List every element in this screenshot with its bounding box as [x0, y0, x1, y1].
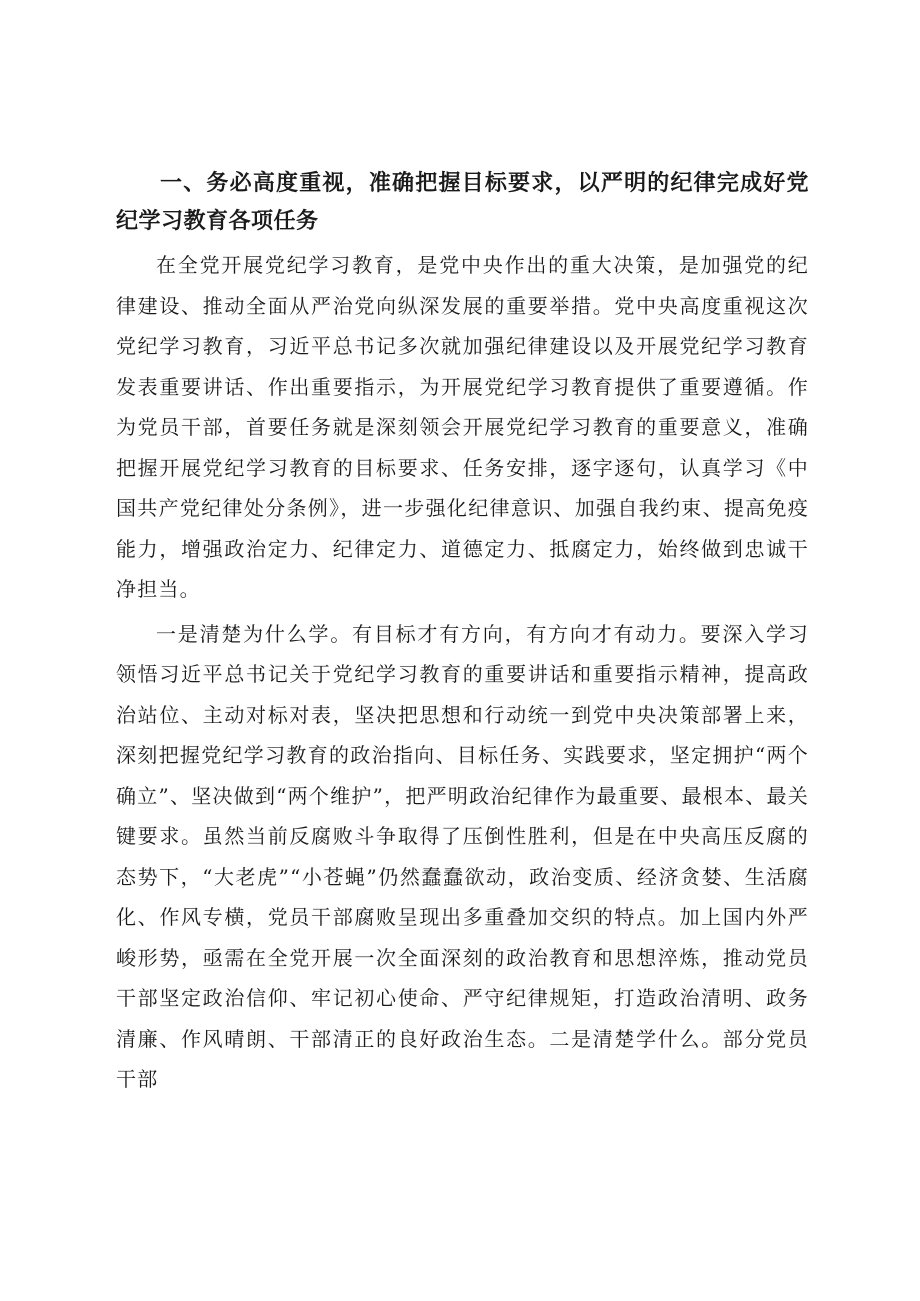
- body-paragraph-1: 在全党开展党纪学习教育，是党中央作出的重大决策，是加强党的纪律建设、推动全面从严治党向纵深发展的重要举措。党中央高度重视这次党纪学习教育，习近平总书记多次就加强纪律建设以及开展党纪学习教育发表重要讲话、作出重要指示，为开展党纪学习教育提供了重要遵循。作为党员干部，首要任务就是深刻领会开展党纪学习教育的重要意义，准确把握开展党纪学习教育的目标要求、任务安排，逐字逐句，认真学习《中国共产党纪律处分条例》，进一步强化纪律意识、加强自我约束、提高免疫能力，增强政治定力、纪律定力、道德定力、抵腐定力，始终做到忠诚干净担当。: [116, 253, 809, 601]
- body-paragraph-2: 一是清楚为什么学。有目标才有方向，有方向才有动力。要深入学习领悟习近平总书记关于党纪学习教育的重要讲话和重要指示精神，提高政治站位、主动对标对表，坚决把思想和行动统一到党中央决策部署上来，深刻把握党纪学习教育的政治指向、目标任务、实践要求，坚定拥护“两个确立”、坚决做到“两个维护”，把严明政治纪律作为最重要、最根本、最关键要求。虽然当前反腐败斗争取得了压倒性胜利，但是在中央高压反腐的态势下，“大老虎”“小苍蝇”仍然蠢蠢欲动，政治变质、经济贪婪、生活腐化、作风专横，党员干部腐败呈现出多重叠加交织的特点。加上国内外严峻形势，亟需在全党开展一次全面深刻的政治教育和思想淬炼，推动党员干部坚定政治信仰、牢记初心使命、严守纪律规矩，打造政治清明、政务清廉、作风晴朗、干部清正的良好政治生态。二是清楚学什么。部分党员干部: [116, 621, 809, 1091]
- document-body: [116, 165, 809, 1100]
- section-heading: 一、务必高度重视，准确把握目标要求，以严明的纪律完成好党纪学习教育各项任务: [116, 171, 809, 234]
